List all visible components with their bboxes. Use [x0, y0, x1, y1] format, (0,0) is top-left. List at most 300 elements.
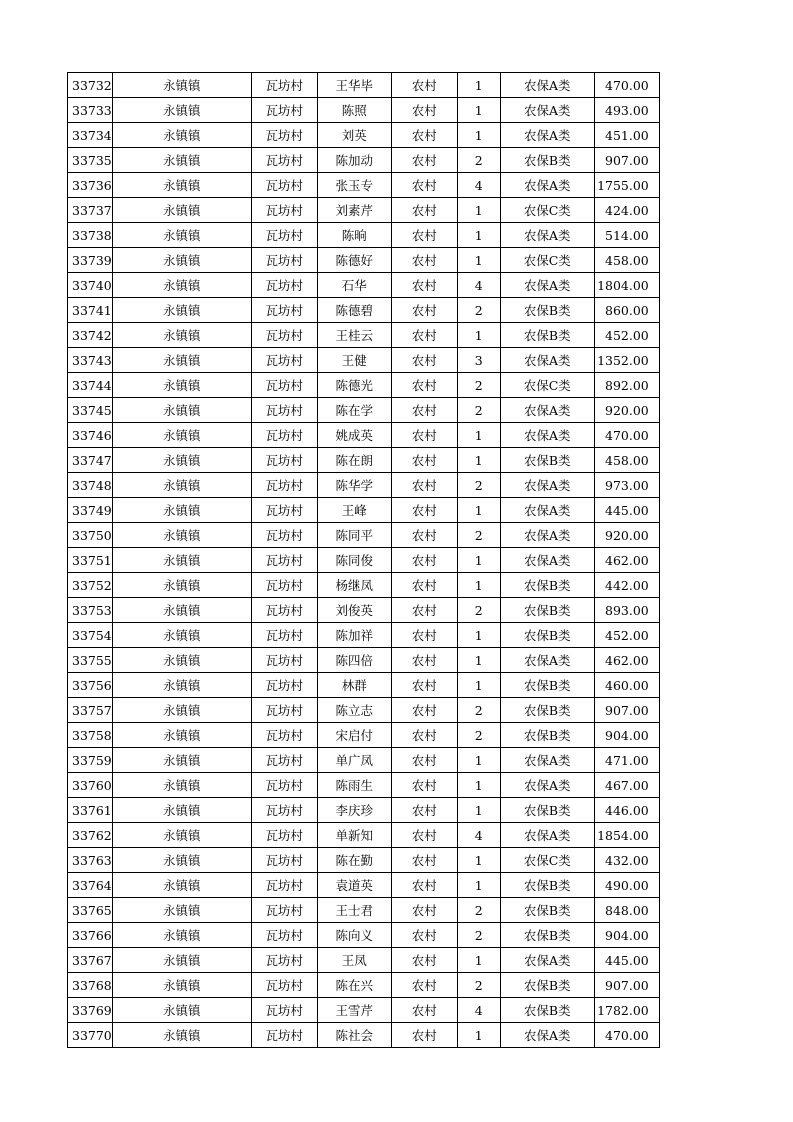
count-cell: 2	[457, 598, 500, 623]
town-cell: 永镇镇	[112, 648, 251, 673]
type-cell: 农村	[391, 448, 457, 473]
amount-cell: 493.00	[594, 98, 659, 123]
village-cell: 瓦坊村	[251, 548, 317, 573]
town-cell: 永镇镇	[112, 848, 251, 873]
record-id-cell: 33751	[68, 548, 113, 573]
count-cell: 4	[457, 998, 500, 1023]
amount-cell: 467.00	[594, 773, 659, 798]
type-cell: 农村	[391, 798, 457, 823]
type-cell: 农村	[391, 573, 457, 598]
table-row	[68, 748, 660, 773]
name-cell: 陈在学	[317, 398, 391, 423]
table-row	[68, 198, 660, 223]
table-row	[68, 873, 660, 898]
record-id-cell: 33769	[68, 998, 113, 1023]
village-cell: 瓦坊村	[251, 373, 317, 398]
count-cell: 1	[457, 98, 500, 123]
table-row	[68, 273, 660, 298]
town-cell: 永镇镇	[112, 173, 251, 198]
category-cell: 农保A类	[500, 823, 594, 848]
town-cell: 永镇镇	[112, 348, 251, 373]
count-cell: 1	[457, 423, 500, 448]
category-cell: 农保B类	[500, 598, 594, 623]
record-id-cell: 33749	[68, 498, 113, 523]
record-id-cell: 33741	[68, 298, 113, 323]
amount-cell: 462.00	[594, 548, 659, 573]
table-row	[68, 173, 660, 198]
record-id-cell: 33748	[68, 473, 113, 498]
amount-cell: 1854.00	[594, 823, 659, 848]
record-id-cell: 33735	[68, 148, 113, 173]
town-cell: 永镇镇	[112, 798, 251, 823]
category-cell: 农保B类	[500, 448, 594, 473]
table-row	[68, 948, 660, 973]
count-cell: 4	[457, 273, 500, 298]
town-cell: 永镇镇	[112, 423, 251, 448]
table-row	[68, 698, 660, 723]
town-cell: 永镇镇	[112, 998, 251, 1023]
name-cell: 陈向义	[317, 923, 391, 948]
amount-cell: 907.00	[594, 148, 659, 173]
village-cell: 瓦坊村	[251, 148, 317, 173]
record-id-cell: 33750	[68, 523, 113, 548]
name-cell: 刘英	[317, 123, 391, 148]
record-id-cell: 33757	[68, 698, 113, 723]
amount-cell: 892.00	[594, 373, 659, 398]
town-cell: 永镇镇	[112, 748, 251, 773]
table-row	[68, 373, 660, 398]
amount-cell: 893.00	[594, 598, 659, 623]
village-cell: 瓦坊村	[251, 498, 317, 523]
name-cell: 陈德好	[317, 248, 391, 273]
count-cell: 1	[457, 573, 500, 598]
name-cell: 陈在朗	[317, 448, 391, 473]
record-id-cell: 33770	[68, 1023, 113, 1048]
town-cell: 永镇镇	[112, 373, 251, 398]
village-cell: 瓦坊村	[251, 323, 317, 348]
village-cell: 瓦坊村	[251, 998, 317, 1023]
village-cell: 瓦坊村	[251, 673, 317, 698]
town-cell: 永镇镇	[112, 523, 251, 548]
record-id-cell: 33762	[68, 823, 113, 848]
category-cell: 农保C类	[500, 373, 594, 398]
type-cell: 农村	[391, 748, 457, 773]
count-cell: 2	[457, 523, 500, 548]
record-id-cell: 33767	[68, 948, 113, 973]
record-id-cell: 33764	[68, 873, 113, 898]
village-cell: 瓦坊村	[251, 173, 317, 198]
amount-cell: 452.00	[594, 323, 659, 348]
type-cell: 农村	[391, 248, 457, 273]
count-cell: 2	[457, 398, 500, 423]
type-cell: 农村	[391, 698, 457, 723]
category-cell: 农保B类	[500, 873, 594, 898]
amount-cell: 470.00	[594, 423, 659, 448]
amount-cell: 848.00	[594, 898, 659, 923]
town-cell: 永镇镇	[112, 148, 251, 173]
table-row	[68, 848, 660, 873]
village-cell: 瓦坊村	[251, 398, 317, 423]
type-cell: 农村	[391, 173, 457, 198]
category-cell: 农保A类	[500, 73, 594, 98]
village-cell: 瓦坊村	[251, 298, 317, 323]
town-cell: 永镇镇	[112, 873, 251, 898]
amount-cell: 1352.00	[594, 348, 659, 373]
type-cell: 农村	[391, 373, 457, 398]
village-cell: 瓦坊村	[251, 973, 317, 998]
record-id-cell: 33755	[68, 648, 113, 673]
table-row	[68, 248, 660, 273]
record-id-cell: 33752	[68, 573, 113, 598]
name-cell: 陈加祥	[317, 623, 391, 648]
record-id-cell: 33768	[68, 973, 113, 998]
record-id-cell: 33739	[68, 248, 113, 273]
category-cell: 农保C类	[500, 848, 594, 873]
town-cell: 永镇镇	[112, 698, 251, 723]
amount-cell: 907.00	[594, 973, 659, 998]
amount-cell: 460.00	[594, 673, 659, 698]
table-row	[68, 148, 660, 173]
name-cell: 王峰	[317, 498, 391, 523]
amount-cell: 1782.00	[594, 998, 659, 1023]
amount-cell: 446.00	[594, 798, 659, 823]
type-cell: 农村	[391, 273, 457, 298]
count-cell: 1	[457, 223, 500, 248]
count-cell: 2	[457, 473, 500, 498]
table-row	[68, 798, 660, 823]
village-cell: 瓦坊村	[251, 698, 317, 723]
type-cell: 农村	[391, 323, 457, 348]
amount-cell: 471.00	[594, 748, 659, 773]
type-cell: 农村	[391, 848, 457, 873]
record-id-cell: 33744	[68, 373, 113, 398]
category-cell: 农保C类	[500, 198, 594, 223]
record-id-cell: 33753	[68, 598, 113, 623]
amount-cell: 452.00	[594, 623, 659, 648]
town-cell: 永镇镇	[112, 123, 251, 148]
town-cell: 永镇镇	[112, 923, 251, 948]
type-cell: 农村	[391, 673, 457, 698]
amount-cell: 462.00	[594, 648, 659, 673]
amount-cell: 1804.00	[594, 273, 659, 298]
count-cell: 2	[457, 923, 500, 948]
name-cell: 李庆珍	[317, 798, 391, 823]
name-cell: 刘素芹	[317, 198, 391, 223]
category-cell: 农保A类	[500, 1023, 594, 1048]
count-cell: 1	[457, 1023, 500, 1048]
count-cell: 1	[457, 548, 500, 573]
category-cell: 农保A类	[500, 498, 594, 523]
village-cell: 瓦坊村	[251, 823, 317, 848]
record-id-cell: 33745	[68, 398, 113, 423]
name-cell: 陈雨生	[317, 773, 391, 798]
town-cell: 永镇镇	[112, 548, 251, 573]
amount-cell: 445.00	[594, 948, 659, 973]
name-cell: 王桂云	[317, 323, 391, 348]
amount-cell: 470.00	[594, 1023, 659, 1048]
name-cell: 陈加动	[317, 148, 391, 173]
amount-cell: 1755.00	[594, 173, 659, 198]
type-cell: 农村	[391, 223, 457, 248]
name-cell: 陈在勤	[317, 848, 391, 873]
record-id-cell: 33737	[68, 198, 113, 223]
village-cell: 瓦坊村	[251, 123, 317, 148]
village-cell: 瓦坊村	[251, 623, 317, 648]
category-cell: 农保A类	[500, 523, 594, 548]
count-cell: 1	[457, 648, 500, 673]
category-cell: 农保B类	[500, 898, 594, 923]
town-cell: 永镇镇	[112, 98, 251, 123]
table-row	[68, 648, 660, 673]
count-cell: 2	[457, 148, 500, 173]
name-cell: 杨继凤	[317, 573, 391, 598]
category-cell: 农保B类	[500, 623, 594, 648]
count-cell: 1	[457, 948, 500, 973]
category-cell: 农保B类	[500, 698, 594, 723]
village-cell: 瓦坊村	[251, 898, 317, 923]
type-cell: 农村	[391, 648, 457, 673]
table-row	[68, 598, 660, 623]
town-cell: 永镇镇	[112, 1023, 251, 1048]
name-cell: 陈德碧	[317, 298, 391, 323]
table-row	[68, 398, 660, 423]
category-cell: 农保B类	[500, 673, 594, 698]
town-cell: 永镇镇	[112, 498, 251, 523]
record-id-cell: 33742	[68, 323, 113, 348]
village-cell: 瓦坊村	[251, 448, 317, 473]
town-cell: 永镇镇	[112, 73, 251, 98]
village-cell: 瓦坊村	[251, 98, 317, 123]
category-cell: 农保A类	[500, 948, 594, 973]
record-id-cell: 33740	[68, 273, 113, 298]
town-cell: 永镇镇	[112, 898, 251, 923]
amount-cell: 424.00	[594, 198, 659, 223]
amount-cell: 514.00	[594, 223, 659, 248]
village-cell: 瓦坊村	[251, 473, 317, 498]
type-cell: 农村	[391, 548, 457, 573]
village-cell: 瓦坊村	[251, 748, 317, 773]
table-row	[68, 823, 660, 848]
village-cell: 瓦坊村	[251, 948, 317, 973]
category-cell: 农保A类	[500, 648, 594, 673]
type-cell: 农村	[391, 948, 457, 973]
name-cell: 姚成英	[317, 423, 391, 448]
name-cell: 王凤	[317, 948, 391, 973]
village-cell: 瓦坊村	[251, 73, 317, 98]
name-cell: 陈同俊	[317, 548, 391, 573]
village-cell: 瓦坊村	[251, 348, 317, 373]
type-cell: 农村	[391, 898, 457, 923]
name-cell: 石华	[317, 273, 391, 298]
type-cell: 农村	[391, 823, 457, 848]
record-id-cell: 33736	[68, 173, 113, 198]
village-cell: 瓦坊村	[251, 723, 317, 748]
type-cell: 农村	[391, 98, 457, 123]
amount-cell: 451.00	[594, 123, 659, 148]
village-cell: 瓦坊村	[251, 273, 317, 298]
count-cell: 2	[457, 298, 500, 323]
town-cell: 永镇镇	[112, 623, 251, 648]
village-cell: 瓦坊村	[251, 523, 317, 548]
type-cell: 农村	[391, 623, 457, 648]
count-cell: 4	[457, 173, 500, 198]
town-cell: 永镇镇	[112, 248, 251, 273]
table-row	[68, 548, 660, 573]
type-cell: 农村	[391, 148, 457, 173]
record-id-cell: 33738	[68, 223, 113, 248]
amount-cell: 458.00	[594, 248, 659, 273]
village-cell: 瓦坊村	[251, 248, 317, 273]
table-row	[68, 123, 660, 148]
record-id-cell: 33758	[68, 723, 113, 748]
town-cell: 永镇镇	[112, 773, 251, 798]
type-cell: 农村	[391, 73, 457, 98]
category-cell: 农保A类	[500, 98, 594, 123]
name-cell: 王健	[317, 348, 391, 373]
village-cell: 瓦坊村	[251, 773, 317, 798]
type-cell: 农村	[391, 198, 457, 223]
name-cell: 陈照	[317, 98, 391, 123]
village-cell: 瓦坊村	[251, 648, 317, 673]
count-cell: 1	[457, 248, 500, 273]
count-cell: 1	[457, 873, 500, 898]
record-id-cell: 33754	[68, 623, 113, 648]
category-cell: 农保B类	[500, 323, 594, 348]
name-cell: 陈晌	[317, 223, 391, 248]
category-cell: 农保A类	[500, 548, 594, 573]
count-cell: 1	[457, 498, 500, 523]
records-table	[67, 72, 660, 1048]
category-cell: 农保B类	[500, 923, 594, 948]
table-row	[68, 298, 660, 323]
village-cell: 瓦坊村	[251, 598, 317, 623]
town-cell: 永镇镇	[112, 298, 251, 323]
type-cell: 农村	[391, 423, 457, 448]
name-cell: 王士君	[317, 898, 391, 923]
count-cell: 1	[457, 673, 500, 698]
record-id-cell: 33759	[68, 748, 113, 773]
table-row	[68, 673, 660, 698]
record-id-cell: 33733	[68, 98, 113, 123]
table-row	[68, 323, 660, 348]
village-cell: 瓦坊村	[251, 1023, 317, 1048]
amount-cell: 442.00	[594, 573, 659, 598]
record-id-cell: 33756	[68, 673, 113, 698]
table-row	[68, 998, 660, 1023]
table-row	[68, 98, 660, 123]
type-cell: 农村	[391, 348, 457, 373]
town-cell: 永镇镇	[112, 448, 251, 473]
table-row	[68, 498, 660, 523]
count-cell: 2	[457, 723, 500, 748]
type-cell: 农村	[391, 473, 457, 498]
count-cell: 1	[457, 748, 500, 773]
amount-cell: 445.00	[594, 498, 659, 523]
count-cell: 1	[457, 323, 500, 348]
amount-cell: 904.00	[594, 723, 659, 748]
name-cell: 王雪芹	[317, 998, 391, 1023]
town-cell: 永镇镇	[112, 948, 251, 973]
record-id-cell: 33747	[68, 448, 113, 473]
name-cell: 陈德光	[317, 373, 391, 398]
count-cell: 1	[457, 623, 500, 648]
table-row	[68, 423, 660, 448]
count-cell: 4	[457, 823, 500, 848]
type-cell: 农村	[391, 398, 457, 423]
name-cell: 单广凤	[317, 748, 391, 773]
count-cell: 1	[457, 773, 500, 798]
village-cell: 瓦坊村	[251, 873, 317, 898]
name-cell: 陈华学	[317, 473, 391, 498]
table-row	[68, 723, 660, 748]
name-cell: 张玉专	[317, 173, 391, 198]
amount-cell: 470.00	[594, 73, 659, 98]
category-cell: 农保A类	[500, 173, 594, 198]
category-cell: 农保B类	[500, 573, 594, 598]
name-cell: 陈同平	[317, 523, 391, 548]
village-cell: 瓦坊村	[251, 923, 317, 948]
type-cell: 农村	[391, 773, 457, 798]
type-cell: 农村	[391, 998, 457, 1023]
type-cell: 农村	[391, 523, 457, 548]
name-cell: 单新知	[317, 823, 391, 848]
table-row	[68, 923, 660, 948]
amount-cell: 904.00	[594, 923, 659, 948]
category-cell: 农保B类	[500, 723, 594, 748]
name-cell: 陈在兴	[317, 973, 391, 998]
count-cell: 1	[457, 448, 500, 473]
record-id-cell: 33760	[68, 773, 113, 798]
type-cell: 农村	[391, 123, 457, 148]
count-cell: 2	[457, 898, 500, 923]
amount-cell: 907.00	[594, 698, 659, 723]
record-id-cell: 33734	[68, 123, 113, 148]
town-cell: 永镇镇	[112, 823, 251, 848]
town-cell: 永镇镇	[112, 198, 251, 223]
category-cell: 农保B类	[500, 798, 594, 823]
category-cell: 农保A类	[500, 748, 594, 773]
village-cell: 瓦坊村	[251, 573, 317, 598]
record-id-cell: 33746	[68, 423, 113, 448]
village-cell: 瓦坊村	[251, 223, 317, 248]
town-cell: 永镇镇	[112, 223, 251, 248]
village-cell: 瓦坊村	[251, 848, 317, 873]
town-cell: 永镇镇	[112, 573, 251, 598]
count-cell: 1	[457, 123, 500, 148]
name-cell: 刘俊英	[317, 598, 391, 623]
name-cell: 宋启付	[317, 723, 391, 748]
record-id-cell: 33732	[68, 73, 113, 98]
type-cell: 农村	[391, 973, 457, 998]
count-cell: 2	[457, 973, 500, 998]
record-id-cell: 33743	[68, 348, 113, 373]
table-row	[68, 1023, 660, 1048]
name-cell: 林群	[317, 673, 391, 698]
type-cell: 农村	[391, 498, 457, 523]
town-cell: 永镇镇	[112, 473, 251, 498]
town-cell: 永镇镇	[112, 973, 251, 998]
category-cell: 农保A类	[500, 473, 594, 498]
table-row	[68, 448, 660, 473]
count-cell: 2	[457, 373, 500, 398]
count-cell: 1	[457, 73, 500, 98]
type-cell: 农村	[391, 1023, 457, 1048]
table-row	[68, 773, 660, 798]
village-cell: 瓦坊村	[251, 423, 317, 448]
category-cell: 农保B类	[500, 298, 594, 323]
category-cell: 农保A类	[500, 398, 594, 423]
type-cell: 农村	[391, 298, 457, 323]
